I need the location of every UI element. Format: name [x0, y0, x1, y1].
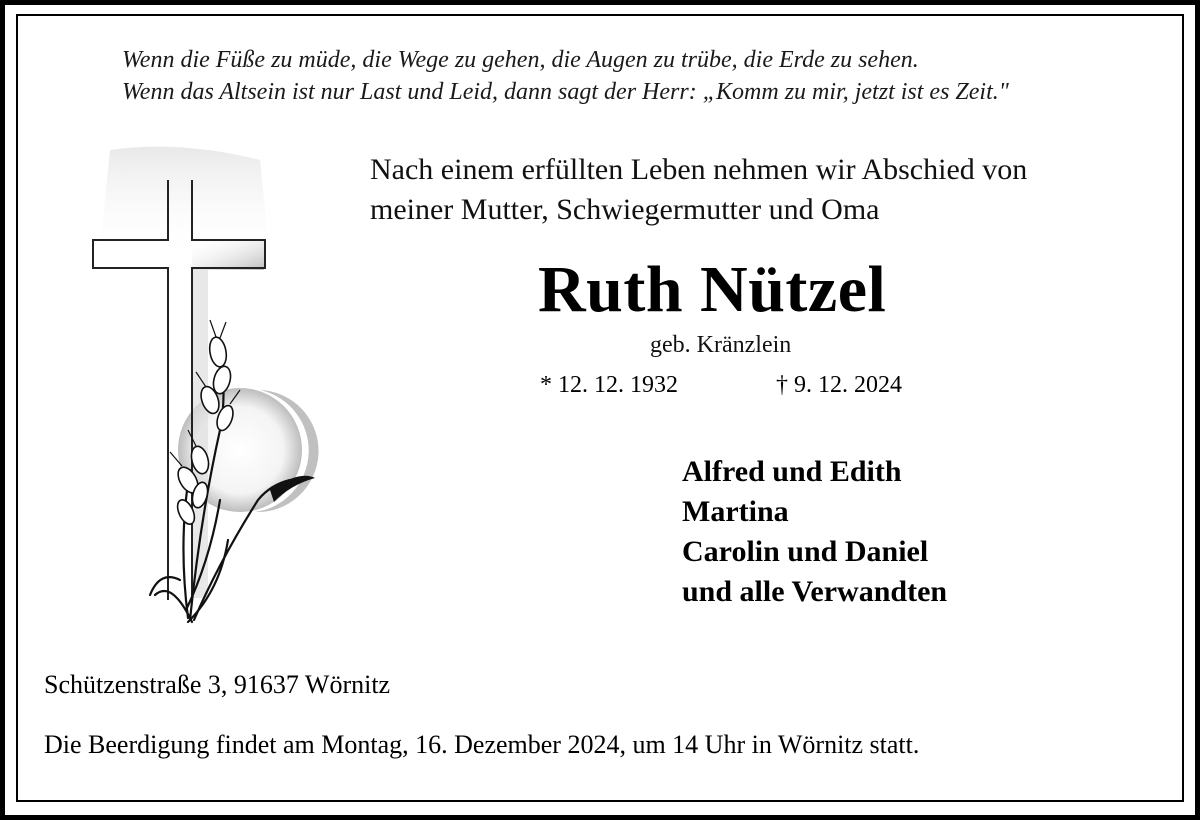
mourner: Carolin und Daniel	[682, 535, 929, 568]
death-date: † 9. 12. 2024	[776, 372, 902, 398]
deceased-name: Ruth Nützel	[538, 253, 887, 326]
intro-line-2: meiner Mutter, Schwiegermutter und Oma	[370, 193, 880, 226]
mourner: Alfred und Edith	[682, 455, 902, 488]
cross-post-shade	[192, 268, 208, 598]
funeral-notice: Die Beerdigung findet am Montag, 16. Dezember 2024, um 14 Uhr in Wörnitz statt.	[44, 730, 920, 759]
mourner: und alle Verwandten	[682, 575, 948, 608]
cross-with-wheat-icon	[60, 140, 350, 640]
mourner: Martina	[682, 495, 789, 528]
mourners-list	[682, 452, 947, 612]
poem-line-2: Wenn das Altsein ist nur Last und Leid, dann sagt der Herr: „Komm zu mir, jetzt ist es Zeit."	[122, 79, 1009, 105]
cross-arm-shade	[192, 240, 264, 270]
intro-line-1: Nach einem erfüllten Leben nehmen wir Abschied von	[370, 153, 1028, 186]
address: Schützenstraße 3, 91637 Wörnitz	[44, 670, 391, 699]
poem	[122, 44, 1182, 108]
poem-line-1: Wenn die Füße zu müde, die Wege zu gehen, die Augen zu trübe, die Erde zu sehen.	[122, 47, 919, 73]
birth-name: geb. Kränzlein	[650, 332, 792, 358]
intro	[370, 150, 1150, 230]
birth-date: * 12. 12. 1932	[540, 372, 678, 398]
